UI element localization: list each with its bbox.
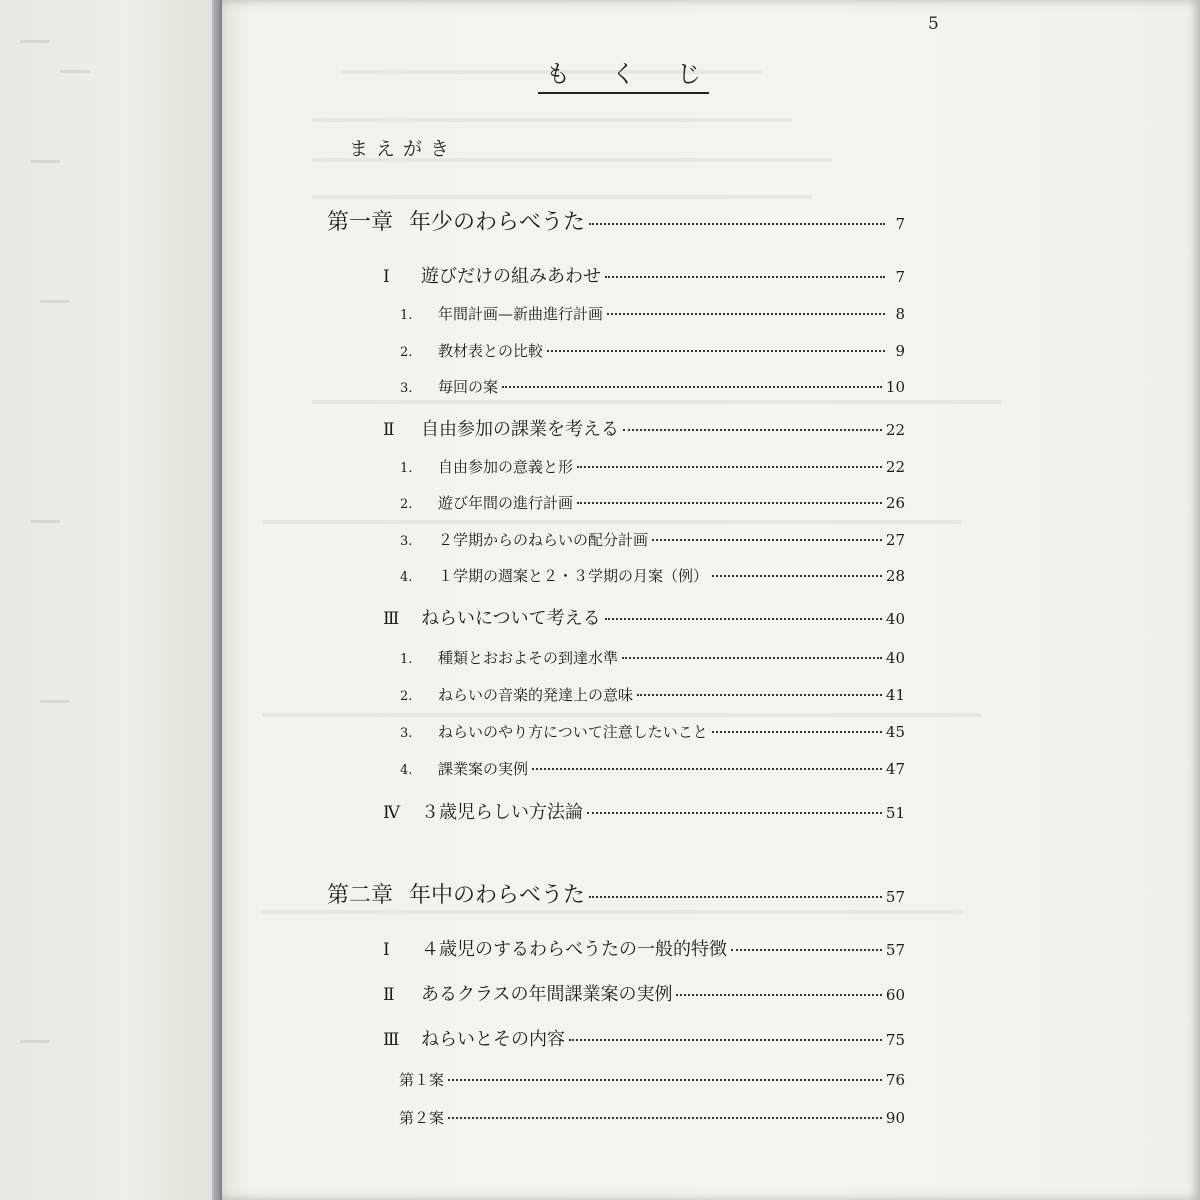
toc-page (222, 0, 1200, 1200)
bleed-mark (60, 70, 90, 73)
subsection-title: 第１案 (399, 1071, 445, 1089)
subsection-title: 第２案 (399, 1109, 445, 1127)
page-ref: 45 (885, 723, 905, 741)
section-number: Ⅲ (383, 1030, 400, 1050)
subsection-title: 遊び年間の進行計画 (438, 494, 574, 512)
toc-entry-subsection[interactable] (400, 456, 905, 477)
show-through (312, 400, 1002, 404)
bleed-mark (30, 160, 60, 163)
toc-entry-section[interactable] (383, 604, 905, 630)
show-through (312, 118, 792, 122)
subsection-title: 年間計画—新曲進行計画 (438, 305, 604, 323)
toc-entry-section[interactable] (383, 1025, 905, 1051)
subsection-number: 1. (400, 308, 413, 323)
page-ref: 57 (885, 941, 905, 959)
subsection-title: 教材表との比較 (438, 342, 544, 360)
subsection-title: 毎回の案 (438, 378, 499, 396)
show-through (262, 713, 982, 717)
show-through (262, 910, 962, 914)
subsection-title: ２学期からのねらいの配分計画 (438, 531, 649, 549)
page-ref: 47 (885, 760, 905, 778)
toc-entry-subsection[interactable] (400, 376, 905, 397)
page-ref: 22 (885, 458, 905, 476)
subsection-title: ねらいの音楽的発達上の意味 (438, 686, 634, 704)
dot-leader (607, 313, 885, 315)
subsection-number: 2. (400, 345, 413, 360)
chapter-title: 年中のわらべうた (409, 883, 586, 908)
dot-leader (448, 1079, 882, 1081)
show-through (312, 195, 812, 199)
dot-leader (622, 657, 882, 659)
page-ref: 7 (895, 215, 905, 233)
dot-leader (731, 949, 882, 951)
subsection-title: １学期の週案と２・３学期の月案（例） (438, 567, 709, 585)
subsection-number: 3. (400, 726, 413, 741)
bleed-mark (20, 40, 50, 43)
dot-leader (547, 350, 885, 352)
toc-title (538, 54, 709, 94)
bleed-mark (20, 1040, 50, 1043)
show-through (262, 520, 962, 524)
section-title: 自由参加の課業を考える (421, 419, 619, 440)
toc-entry-subsection[interactable] (400, 565, 905, 586)
dot-leader (577, 466, 882, 468)
bleed-mark (30, 520, 60, 523)
title-char: も (546, 60, 570, 88)
section-number: Ⅰ (383, 940, 390, 960)
subsection-title: ねらいのやり方について注意したいこと (438, 723, 708, 741)
dot-leader (589, 896, 882, 898)
title-char: じ (677, 60, 701, 88)
toc-entry-subsection[interactable] (400, 492, 905, 513)
page-ref: 26 (885, 494, 905, 512)
subsection-number: 2. (400, 689, 413, 704)
toc-entry-section[interactable] (383, 935, 905, 961)
subsection-number: 1. (400, 652, 413, 667)
toc-entry-subsection[interactable] (400, 647, 905, 668)
subsection-title: 自由参加の意義と形 (438, 458, 574, 476)
dot-leader (605, 618, 882, 620)
toc-entry-section[interactable] (383, 798, 905, 824)
section-title: ねらいとその内容 (421, 1029, 565, 1050)
page-ref: 7 (895, 268, 905, 286)
dot-leader (712, 575, 882, 577)
toc-entry-subsection[interactable] (400, 684, 905, 705)
toc-entry-subsection[interactable] (400, 340, 905, 361)
page-number: 5 (928, 14, 939, 34)
dot-leader (712, 731, 882, 733)
section-title: 遊びだけの組みあわせ (421, 266, 601, 287)
chapter-number: 第一章 (327, 210, 394, 235)
bleed-mark (40, 300, 70, 303)
subsection-number: 3. (400, 381, 413, 396)
section-title: ４歳児のするわらべうたの一般的特徴 (421, 939, 727, 960)
section-title: あるクラスの年間課業案の実例 (421, 984, 673, 1005)
toc-entry-section[interactable] (383, 262, 905, 288)
chapter-number: 第二章 (327, 883, 394, 908)
page-ref: 10 (885, 378, 905, 396)
dot-leader (637, 694, 882, 696)
page-ref: 28 (885, 567, 905, 585)
toc-entry-chapter-2[interactable] (327, 878, 905, 909)
section-number: Ⅱ (383, 985, 395, 1005)
left-page-edge (0, 0, 215, 1200)
toc-entry-section[interactable] (383, 980, 905, 1006)
toc-entry-section[interactable] (383, 415, 905, 441)
page-ref: 60 (885, 986, 905, 1004)
dot-leader (652, 539, 882, 541)
subsection-title: 種類とおおよその到達水準 (438, 649, 619, 667)
section-number: Ⅰ (383, 267, 390, 287)
toc-entry-subsection[interactable] (399, 1069, 905, 1090)
page-ref: 90 (885, 1109, 905, 1127)
toc-entry-preface[interactable]: まえがき (349, 138, 458, 160)
subsection-number: 1. (400, 461, 413, 476)
bleed-mark (40, 700, 70, 703)
section-number: Ⅲ (383, 609, 400, 629)
page-ref: 75 (885, 1031, 905, 1049)
dot-leader (448, 1117, 882, 1119)
title-char: く (611, 60, 636, 88)
dot-leader (587, 812, 882, 814)
page-ref: 57 (885, 888, 905, 906)
dot-leader (502, 386, 882, 388)
dot-leader (569, 1039, 882, 1041)
page-ref: 51 (885, 804, 905, 822)
page-ref: 8 (895, 305, 905, 323)
dot-leader (589, 223, 885, 225)
section-number: Ⅳ (383, 803, 400, 823)
toc-entry-subsection[interactable] (400, 721, 905, 742)
dot-leader (532, 768, 882, 770)
dot-leader (605, 276, 885, 278)
dot-leader (577, 502, 882, 504)
page-ref: 40 (885, 649, 905, 667)
page-ref: 41 (885, 686, 905, 704)
chapter-title: 年少のわらべうた (409, 210, 586, 235)
page-ref: 27 (885, 531, 905, 549)
subsection-number: 4. (400, 763, 413, 778)
toc-entry-subsection[interactable] (400, 529, 905, 550)
dot-leader (623, 429, 882, 431)
page-ref: 40 (885, 610, 905, 628)
section-number: Ⅱ (383, 420, 395, 440)
subsection-title: 課業案の実例 (438, 760, 529, 778)
subsection-number: 4. (400, 570, 413, 585)
toc-entry-subsection[interactable] (400, 758, 905, 779)
toc-entry-subsection[interactable] (399, 1107, 905, 1128)
toc-entry-subsection[interactable] (400, 303, 905, 324)
subsection-number: 2. (400, 497, 413, 512)
subsection-number: 3. (400, 534, 413, 549)
dot-leader (676, 994, 881, 996)
page-ref: 22 (885, 421, 905, 439)
section-title: ねらいについて考える (421, 608, 601, 629)
page-ref: 76 (885, 1071, 905, 1089)
toc-entry-chapter-1[interactable] (327, 205, 905, 236)
page-ref: 9 (895, 342, 905, 360)
section-title: ３歳児らしい方法論 (421, 802, 583, 823)
